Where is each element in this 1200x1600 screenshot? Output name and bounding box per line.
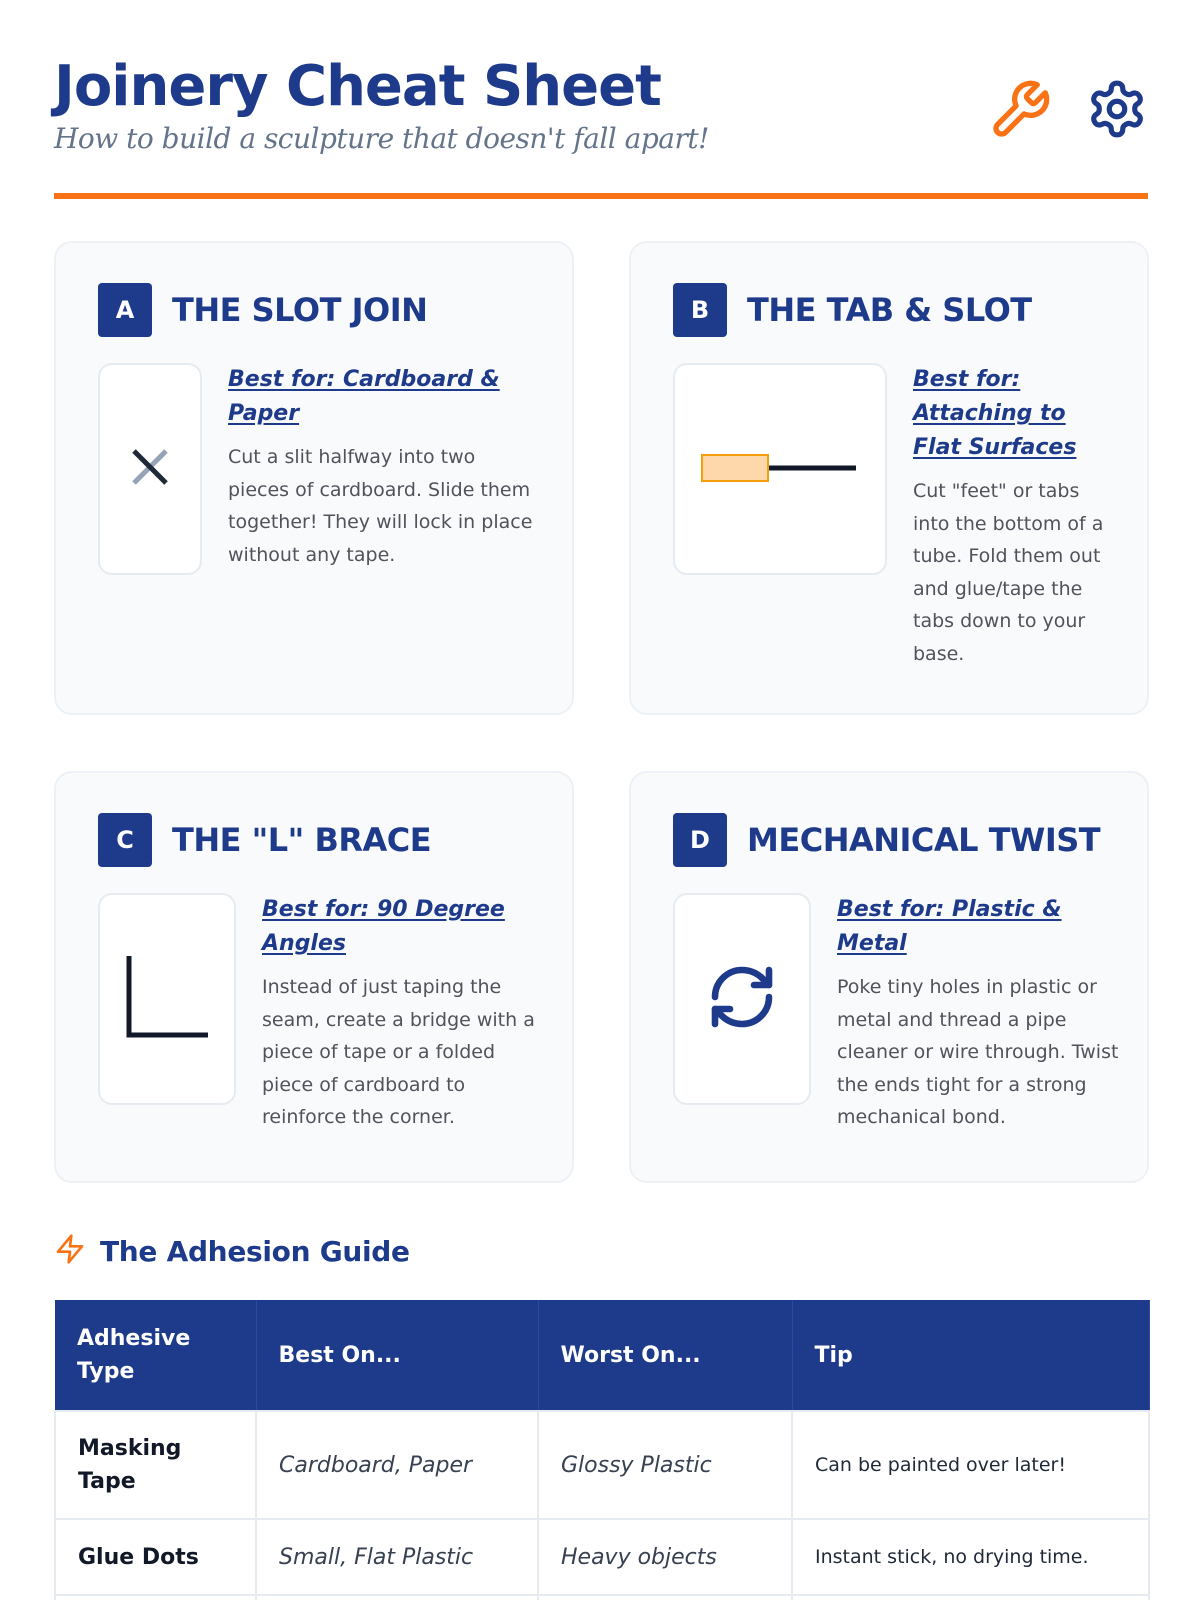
gear-icon	[1086, 78, 1148, 142]
tip-cell	[792, 1595, 1149, 1600]
best-on-cell: Small, Flat Plastic	[256, 1519, 538, 1595]
card-title: THE TAB & SLOT	[747, 291, 1032, 329]
card-description: Poke tiny holes in plastic or metal and thread a pipe cleaner or wire through. Twist the ends tight for a strong mechanical bond.	[837, 976, 1119, 1128]
tip-cell: Can be painted over later!	[792, 1411, 1149, 1519]
best-on-cell	[256, 1595, 538, 1600]
card-badge: D	[673, 813, 727, 867]
wrench-icon	[988, 78, 1052, 142]
card-tab-slot	[629, 241, 1149, 715]
column-header: Adhesive Type	[55, 1300, 256, 1411]
card-text	[913, 363, 1118, 670]
adhesive-type-cell: Glue Dots	[55, 1519, 256, 1595]
card-header	[98, 283, 427, 337]
page-header	[54, 52, 1148, 155]
best-on-cell: Cardboard, Paper	[256, 1411, 538, 1519]
card-description: Cut a slit halfway into two pieces of cardboard. Slide them together! They will lock in place without any tape.	[228, 446, 533, 566]
table-header-row	[55, 1300, 1149, 1411]
adhesion-table	[54, 1300, 1150, 1600]
page-title: Joinery Cheat Sheet	[54, 54, 661, 119]
card-header	[673, 813, 1100, 867]
card-title: THE "L" BRACE	[172, 821, 432, 859]
worst-on-cell: Heavy objects	[538, 1519, 792, 1595]
card-title: MECHANICAL TWIST	[747, 821, 1101, 859]
card-text	[262, 893, 542, 1134]
adhesion-guide-header	[54, 1233, 410, 1270]
adhesive-type-cell	[55, 1595, 256, 1600]
card-illustration	[98, 893, 236, 1105]
card-header	[98, 813, 431, 867]
card-illustration	[673, 893, 811, 1105]
card-text	[837, 893, 1123, 1134]
card-badge: B	[673, 283, 727, 337]
column-header: Best On...	[256, 1300, 538, 1411]
slot-cross-icon	[128, 445, 172, 494]
table-row	[55, 1595, 1149, 1600]
refresh-icon	[706, 961, 778, 1038]
card-l-brace	[54, 771, 574, 1183]
column-header: Worst On...	[538, 1300, 792, 1411]
header-icons	[988, 78, 1148, 142]
card-text	[228, 363, 538, 571]
card-description: Cut "feet" or tabs into the bottom of a tube. Fold them out and glue/tape the tabs down to your base.	[913, 480, 1104, 665]
card-badge: A	[98, 283, 152, 337]
section-title: The Adhesion Guide	[100, 1235, 410, 1268]
card-title: THE SLOT JOIN	[172, 291, 428, 329]
worst-on-cell: Glossy Plastic	[538, 1411, 792, 1519]
best-for-label: Best for: 90 Degree Angles	[262, 897, 505, 956]
best-for-label: Best for: Plastic & Metal	[837, 897, 1062, 956]
tab-icon	[700, 447, 860, 492]
adhesive-type-cell: Masking Tape	[55, 1411, 256, 1519]
card-description: Instead of just taping the seam, create a bridge with a piece of tape or a folded piece of cardboard to reinforce the corner.	[262, 976, 535, 1128]
worst-on-cell	[538, 1595, 792, 1600]
card-header	[673, 283, 1032, 337]
tip-cell: Instant stick, no drying time.	[792, 1519, 1149, 1595]
card-mechanical-twist	[629, 771, 1149, 1183]
table-row	[55, 1519, 1149, 1595]
table-row	[55, 1411, 1149, 1519]
card-illustration	[98, 363, 202, 575]
card-slot-join	[54, 241, 574, 715]
l-brace-icon	[124, 954, 210, 1045]
card-illustration	[673, 363, 887, 575]
card-badge: C	[98, 813, 152, 867]
best-for-label: Best for: Cardboard & Paper	[228, 367, 500, 426]
best-for-label: Best for: Attaching to Flat Surfaces	[913, 367, 1077, 460]
header-divider	[54, 193, 1148, 199]
column-header: Tip	[792, 1300, 1149, 1411]
lightning-icon	[54, 1233, 86, 1270]
page-subtitle: How to build a sculpture that doesn't fall apart!	[54, 122, 709, 155]
